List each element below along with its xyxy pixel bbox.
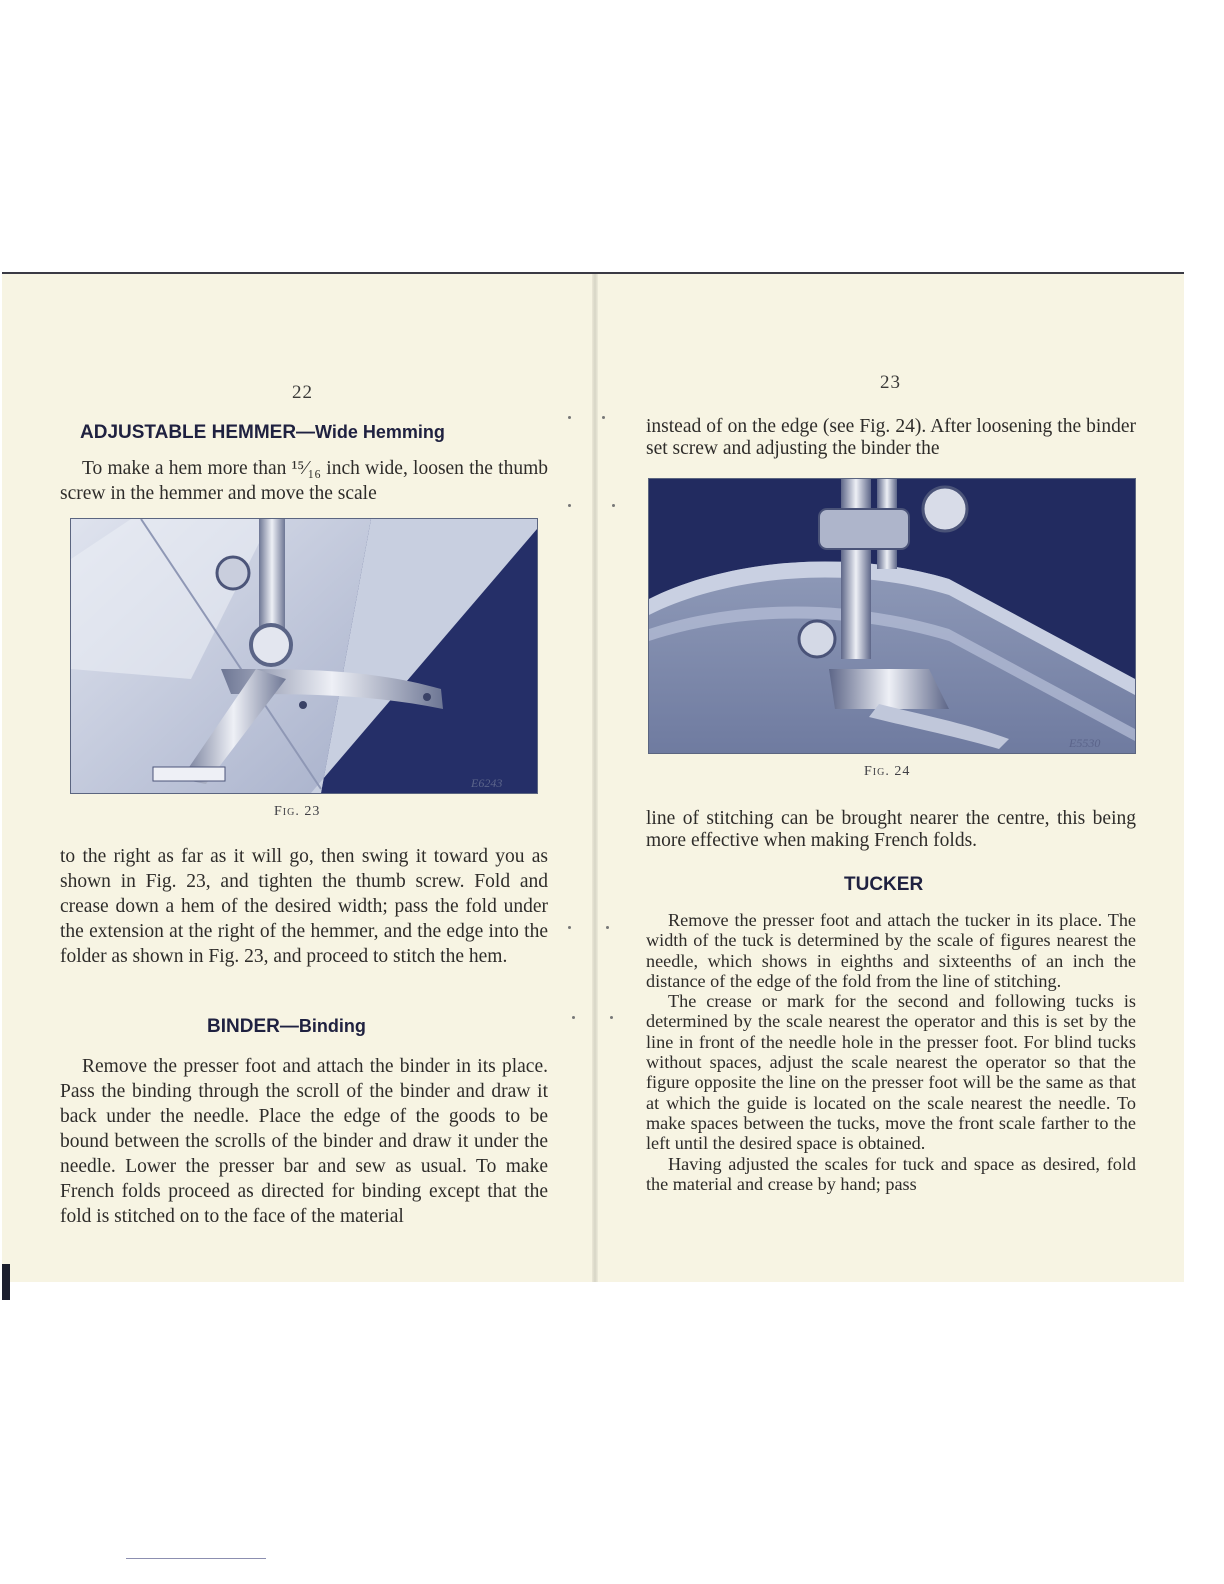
heading-main: BINDER xyxy=(207,1016,280,1037)
page-number-right: 23 xyxy=(880,372,901,393)
paragraph-hemmer-instructions xyxy=(60,844,548,969)
heading-tucker: TUCKER xyxy=(844,874,924,895)
paper-speck xyxy=(568,504,571,507)
figure-23-caption xyxy=(274,804,320,820)
bottom-rule xyxy=(126,1558,266,1559)
figure-23-plate-number: E6243 xyxy=(471,776,503,790)
figure-24-plate-number: E5530 xyxy=(1069,736,1101,750)
paragraph-text: line of stitching can be brought nearer the centre, this being more effective when making French folds. xyxy=(646,808,1136,851)
figure-caption-label: Fig. xyxy=(864,764,890,779)
right-page xyxy=(598,274,1184,1282)
paragraph-text: to the right as far as it will go, then swing it toward you as shown in Fig. 23, and tighten the thumb screw. Fold and crease down a hem of the desired width; pass the fold under the extension at the right of the hemmer, and the edge into the folder as shown in Fig. 23, and proceed to stitch the hem. xyxy=(60,846,548,967)
heading-dash: — xyxy=(279,1016,299,1037)
adjustable-hemmer-photo-icon xyxy=(71,519,537,793)
heading-binder xyxy=(207,1016,366,1038)
heading-sub: Binding xyxy=(298,1016,366,1036)
paper-speck xyxy=(610,1016,613,1019)
page-number-left: 22 xyxy=(292,382,313,403)
paragraph-binder-continued xyxy=(646,416,1136,460)
figure-caption-number: 24 xyxy=(894,764,911,779)
heading-dash: — xyxy=(296,422,316,443)
figure-caption-number: 23 xyxy=(304,804,321,819)
paragraph-binder-instructions xyxy=(60,1054,548,1229)
paper-speck xyxy=(602,416,605,419)
paragraph-text: Remove the presser foot and attach the binder in its place. Pass the binding through the scroll of the binder and draw it back under the needle. Place the edge of the goods to be bound between the scrolls of the binder and draw it under the needle. Lower the presser bar and sew as usual. To make French folds proceed as directed for binding except that the fold is stitched on to the face of the material xyxy=(60,1056,548,1227)
figure-23-photo xyxy=(70,518,538,794)
tucker-instructions xyxy=(646,910,1136,1194)
figure-24-photo xyxy=(648,478,1136,754)
paragraph-text: To make a hem more than ¹⁵⁄₁₆ inch wide, loosen the thumb screw in the hemmer and move the scale xyxy=(60,458,548,504)
heading-adjustable-hemmer xyxy=(80,422,445,444)
paper-speck xyxy=(568,416,571,419)
paragraph-tucker-spacing: The crease or mark for the second and following tucks is determined by the scale nearest the operator and this is set by the line in front of the needle hole in the presser foot. For blind tucks without spaces, adjust the scale nearest the operator so that the figure opposite the line on the presser foot will be the same as that at which the guide is located on the scale nearest the needle. To make spaces between the tucks, move the front scale farther to the left until the desired space is obtained. xyxy=(646,991,1136,1154)
paper-speck xyxy=(572,1016,575,1019)
paragraph-tucker-width: Remove the presser foot and attach the tucker in its place. The width of the tuck is determined by the scale of figures nearest the needle, which shows in eighths and sixteenths of an inch the distance of the edge of the fold from the line of stitching. xyxy=(646,910,1136,991)
binder-photo-icon xyxy=(649,479,1135,753)
paragraph-french-folds xyxy=(646,808,1136,852)
paragraph-hemmer-intro xyxy=(60,456,548,506)
heading-main: ADJUSTABLE HEMMER xyxy=(80,422,297,443)
heading-sub: Wide Hemming xyxy=(315,422,445,442)
figure-24-caption xyxy=(864,764,910,780)
paper-speck xyxy=(568,926,571,929)
figure-caption-label: Fig. xyxy=(274,804,300,819)
paper-speck xyxy=(612,504,615,507)
left-page xyxy=(2,274,592,1282)
paragraph-tucker-crease: Having adjusted the scales for tuck and space as desired, fold the material and crease by hand; pass xyxy=(646,1153,1136,1194)
paper-speck xyxy=(606,926,609,929)
paragraph-text: instead of on the edge (see Fig. 24). After loosening the binder set screw and adjusting the binder the xyxy=(646,416,1136,459)
book-spread xyxy=(2,272,1184,1282)
